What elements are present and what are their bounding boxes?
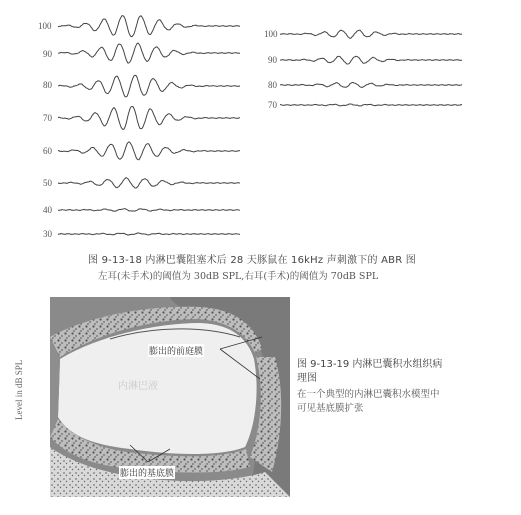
- right-ear-trace: [280, 56, 462, 64]
- left-level-label: 50: [43, 178, 52, 188]
- right-level-label: 90: [268, 55, 277, 65]
- right-level-label: 80: [268, 80, 277, 90]
- left-ear-trace: [58, 233, 240, 235]
- left-ear-trace: [58, 16, 240, 37]
- figure-19-caption-title-line2: 理图: [297, 373, 317, 384]
- left-ear-trace: [58, 142, 240, 160]
- figure-19-caption-detail-line1: 在一个典型的内淋巴囊积水模型中: [297, 389, 440, 400]
- figure-18-caption-detail: 左耳(未手术)的阈值为 30dB SPL,右耳(手术)的阈值为 70dB SPL: [98, 271, 379, 282]
- left-level-label: 40: [43, 205, 52, 215]
- left-ear-trace: [58, 209, 240, 212]
- right-ear-trace: [280, 30, 462, 38]
- figure-18-caption-title: 图 9-13-18 内淋巴囊阻塞术后 28 天豚鼠在 16kHz 声刺激下的 ABR 图: [88, 255, 416, 266]
- right-ear-trace: [280, 104, 462, 106]
- level-axis-label: Level in dB SPL: [14, 359, 24, 420]
- histology-image: [50, 297, 290, 497]
- abr-waveforms: [0, 0, 521, 250]
- left-ear-trace: [58, 43, 240, 63]
- left-level-label: 70: [43, 113, 52, 123]
- left-level-label: 60: [43, 146, 52, 156]
- left-ear-trace: [58, 75, 240, 97]
- reissner-membrane-label: 膨出的前庭膜: [148, 344, 204, 357]
- right-ear-trace: [280, 82, 462, 87]
- right-level-label: 70: [268, 100, 277, 110]
- basilar-membrane-label: 膨出的基底膜: [119, 466, 175, 479]
- scala-media-label: 内淋巴液: [118, 381, 158, 392]
- left-level-label: 100: [38, 21, 52, 31]
- figure-19-caption-detail-line2: 可见基底膜扩张: [297, 403, 364, 414]
- left-level-label: 30: [43, 229, 52, 239]
- figure-19-caption-title-line1: 图 9-13-19 内淋巴囊积水组织病: [297, 359, 443, 370]
- left-ear-trace: [58, 178, 240, 188]
- left-level-label: 80: [43, 80, 52, 90]
- right-level-label: 100: [264, 29, 278, 39]
- left-level-label: 90: [43, 49, 52, 59]
- left-ear-trace: [58, 106, 240, 129]
